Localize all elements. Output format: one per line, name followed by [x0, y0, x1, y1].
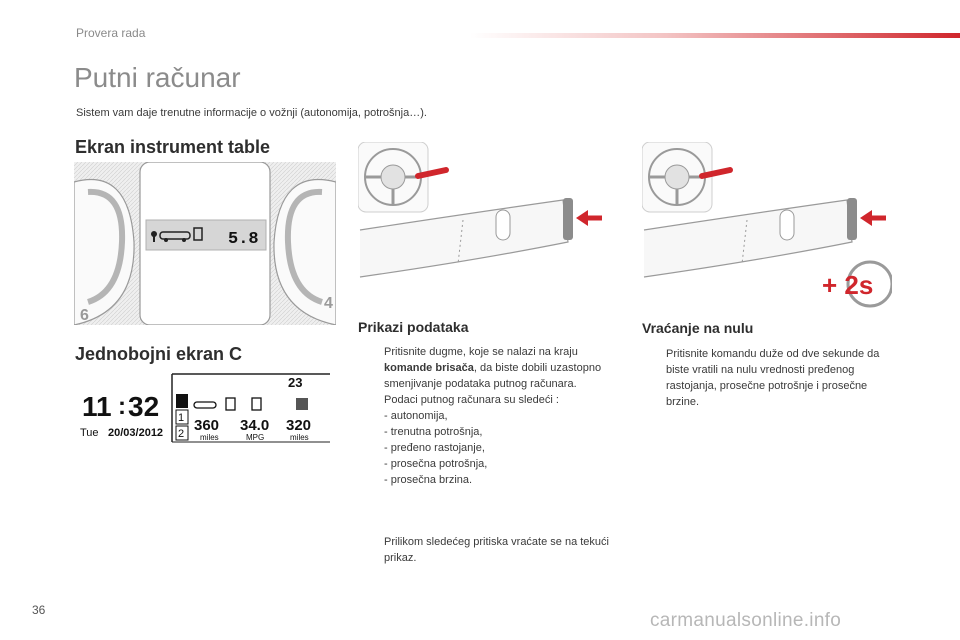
header-accent-bar	[470, 33, 960, 38]
wiper-stalk-illustration	[358, 142, 606, 310]
clock-minutes: 32	[128, 391, 160, 422]
mono-unit-range: miles	[200, 433, 219, 442]
mono-value-distance: 320	[286, 417, 312, 434]
prikazi-text-post: , da biste dobili uzastopno smenjivanje podataka putnog računara.	[384, 362, 602, 390]
monochrome-screen-illustration	[76, 372, 330, 444]
dash-gauge-right-number: 4	[324, 295, 333, 312]
vracanje-text: Pritisnite komandu duže od dve sekunde da biste vratili na nulu vrednosti pređenog rastojanja, prosečne potrošnje i prosečne brzine.	[666, 348, 880, 408]
clock-day: Tue	[80, 427, 99, 439]
dash-consumption-value: 5.8	[228, 230, 259, 249]
outside-temperature: 23	[288, 375, 303, 390]
list-item: - pređeno rastojanje,	[384, 440, 610, 456]
press-duration-label: + 2s	[822, 270, 874, 300]
list-item: - autonomija,	[384, 408, 610, 424]
heading-ekran-instrument-table: Ekran instrument table	[75, 137, 271, 157]
mono-unit-consumption: MPG	[246, 433, 265, 442]
mono-slot-2: 2	[178, 428, 185, 440]
clock-separator: :	[118, 393, 126, 420]
prikazi-text-bold: komande brisača	[384, 362, 474, 374]
instrument-panel-illustration	[74, 162, 336, 325]
list-item: - trenutna potrošnja,	[384, 424, 610, 440]
mono-value-consumption: 34.0	[240, 417, 270, 434]
mono-unit-distance: miles	[290, 433, 309, 442]
wiper-stalk-reset-illustration	[642, 142, 892, 310]
prikazi-text-pre: Pritisnite dugme, koje se nalazi na kraju	[384, 346, 578, 358]
page-title: Putni računar	[74, 62, 241, 93]
prikazi-data-intro: Podaci putnog računara su sledeći :	[384, 394, 559, 406]
mono-value-range: 360	[194, 417, 220, 434]
list-item: - prosečna potrošnja,	[384, 456, 610, 472]
vracanje-instruction-block	[642, 346, 897, 410]
heading-jednobojni-ekran: Jednobojni ekran C	[75, 344, 243, 364]
intro-text: Sistem vam daje trenutne informacije o vožnji (autonomija, potrošnja…).	[76, 107, 427, 119]
page-number: 36	[32, 603, 46, 617]
heading-vracanje-na-nulu: Vraćanje na nulu	[642, 320, 754, 336]
prikazi-return-text: Prilikom sledećeg pritiska vraćate se na tekući prikaz.	[384, 536, 609, 564]
list-item: - prosečna brzina.	[384, 472, 610, 488]
trip-data-list	[384, 408, 610, 488]
prikazi-return-block	[360, 534, 610, 566]
prikazi-instruction-block	[360, 344, 610, 488]
watermark: carmanualsonline.info	[650, 610, 842, 631]
dash-gauge-left-number: 6	[80, 307, 89, 324]
mono-slot-1: 1	[178, 412, 185, 424]
clock-hours: 11	[82, 391, 112, 422]
clock-date: 20/03/2012	[108, 427, 164, 439]
heading-prikazi-podataka: Prikazi podataka	[358, 319, 469, 335]
section-header: Provera rada	[76, 26, 146, 40]
